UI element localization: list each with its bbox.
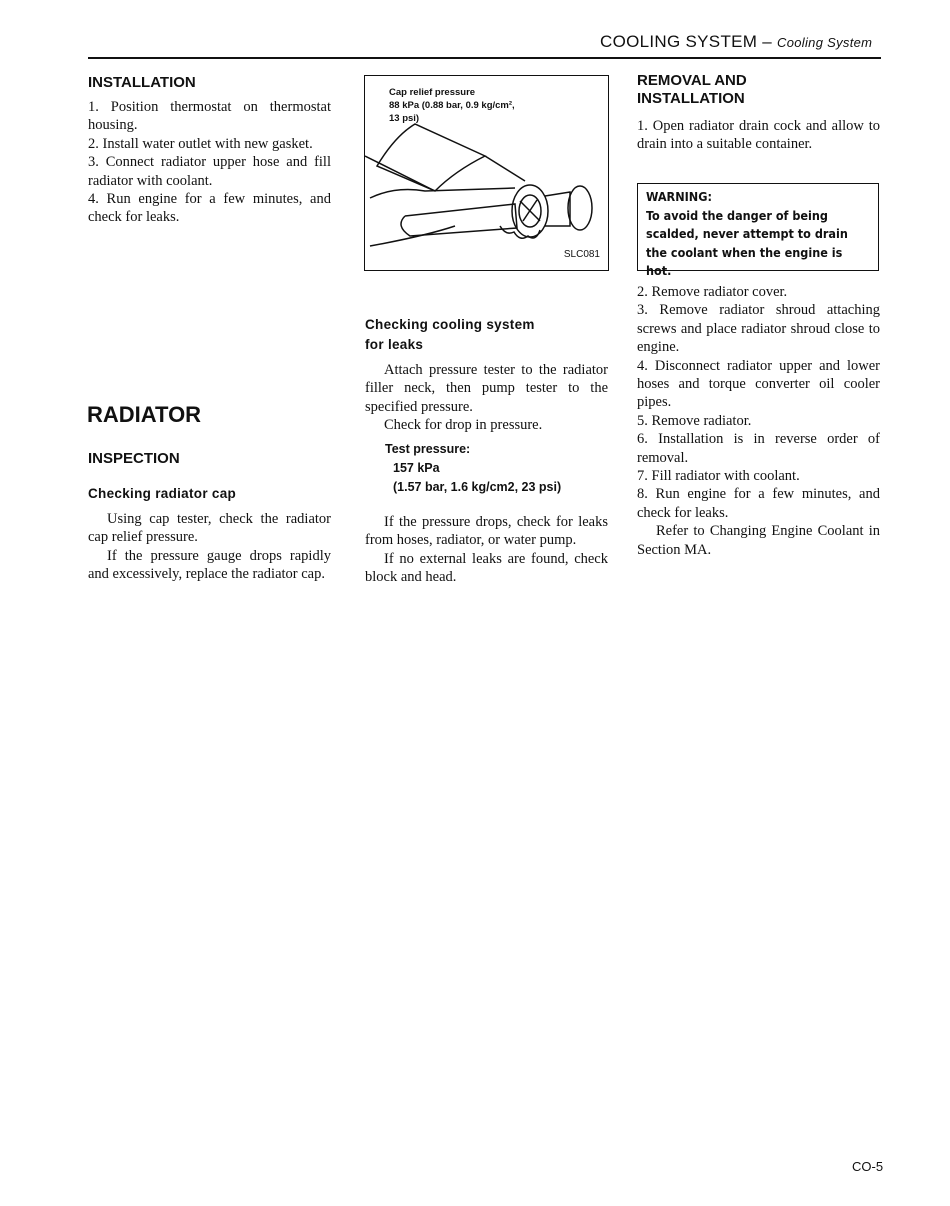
cap-tester-illustration xyxy=(365,76,610,272)
inspection-heading: INSPECTION xyxy=(88,450,180,467)
step: 7. Fill radiator with coolant. xyxy=(637,468,800,485)
test-value: 157 kPa xyxy=(393,461,440,475)
heading-line: for leaks xyxy=(365,337,424,352)
section-title: COOLING SYSTEM xyxy=(600,32,758,51)
installation-steps xyxy=(88,98,331,227)
step: 2. Remove radiator cover. xyxy=(637,284,788,300)
step: 3. Remove radiator shroud attaching screws and place radiator shroud close to engine. xyxy=(637,302,880,356)
note: Refer to Changing Engine Coolant in Section MA. xyxy=(637,523,880,558)
step: 8. Run engine for a few minutes, and check for leaks. xyxy=(637,486,880,521)
step: 1. Position thermostat on thermostat housing. xyxy=(88,99,331,134)
paragraph: Check for drop in pressure. xyxy=(384,417,543,434)
figure-code: SLC081 xyxy=(563,248,600,260)
paragraph: Using cap tester, check the radiator cap relief pressure. xyxy=(88,511,331,546)
test-units: (1.57 bar, 1.6 kg/cm2, 23 psi) xyxy=(393,480,562,494)
subsection-title: Cooling System xyxy=(777,35,873,50)
heading-line: INSTALLATION xyxy=(637,90,745,107)
radiator-heading: RADIATOR xyxy=(87,402,202,427)
cap-tester-figure xyxy=(364,75,609,271)
step: 2. Install water outlet with new gasket. xyxy=(88,135,313,152)
caption-line: Cap relief pressure xyxy=(389,87,476,98)
warning-title: WARNING: xyxy=(646,189,712,204)
installation-heading: INSTALLATION xyxy=(88,74,196,91)
test-pressure-spec xyxy=(385,440,561,497)
warning-box xyxy=(637,183,879,278)
removal-steps xyxy=(637,283,880,559)
step: 6. Installation is in reverse order of removal. xyxy=(637,431,880,466)
cap-heading: Checking radiator cap xyxy=(88,486,237,501)
leaks-text xyxy=(365,361,608,435)
header-rule xyxy=(88,57,881,59)
page-number: CO-5 xyxy=(852,1159,884,1174)
heading-line: Checking cooling system xyxy=(365,317,535,332)
paragraph: If the pressure drops, check for leaks from hoses, radiator, or water pump. xyxy=(365,514,608,549)
removal-heading xyxy=(637,72,747,108)
paragraph: If no external leaks are found, check block and head. xyxy=(365,550,608,586)
caption-line: 13 psi) xyxy=(389,113,420,124)
step: 4. Disconnect radiator upper and lower hoses and torque converter oil cooler pipes. xyxy=(637,357,880,411)
paragraph: Attach pressure tester to the radiator filler neck, then pump tester to the specified pressure. xyxy=(365,362,608,415)
warning-text: To avoid the danger of being scalded, never attempt to drain the coolant when the engine is hot. xyxy=(646,207,848,278)
running-header xyxy=(600,33,872,52)
step: 4. Run engine for a few minutes, and check for leaks. xyxy=(88,191,331,226)
caption-line: 88 kPa (0.88 bar, 0.9 kg/cm², xyxy=(389,100,515,111)
step: 3. Connect radiator upper hose and fill radiator with coolant. xyxy=(88,154,331,189)
separator: – xyxy=(757,32,778,51)
heading-line: REMOVAL AND xyxy=(637,72,747,89)
step: 5. Remove radiator. xyxy=(637,412,752,429)
cap-text xyxy=(88,510,331,584)
removal-step-1: 1. Open radiator drain cock and allow to drain into a suitable container. xyxy=(637,118,880,153)
paragraph: If the pressure gauge drops rapidly and excessively, replace the radiator cap. xyxy=(88,547,331,583)
leaks-text-2 xyxy=(365,513,608,587)
test-label: Test pressure: xyxy=(385,442,471,456)
leaks-heading xyxy=(365,315,535,355)
